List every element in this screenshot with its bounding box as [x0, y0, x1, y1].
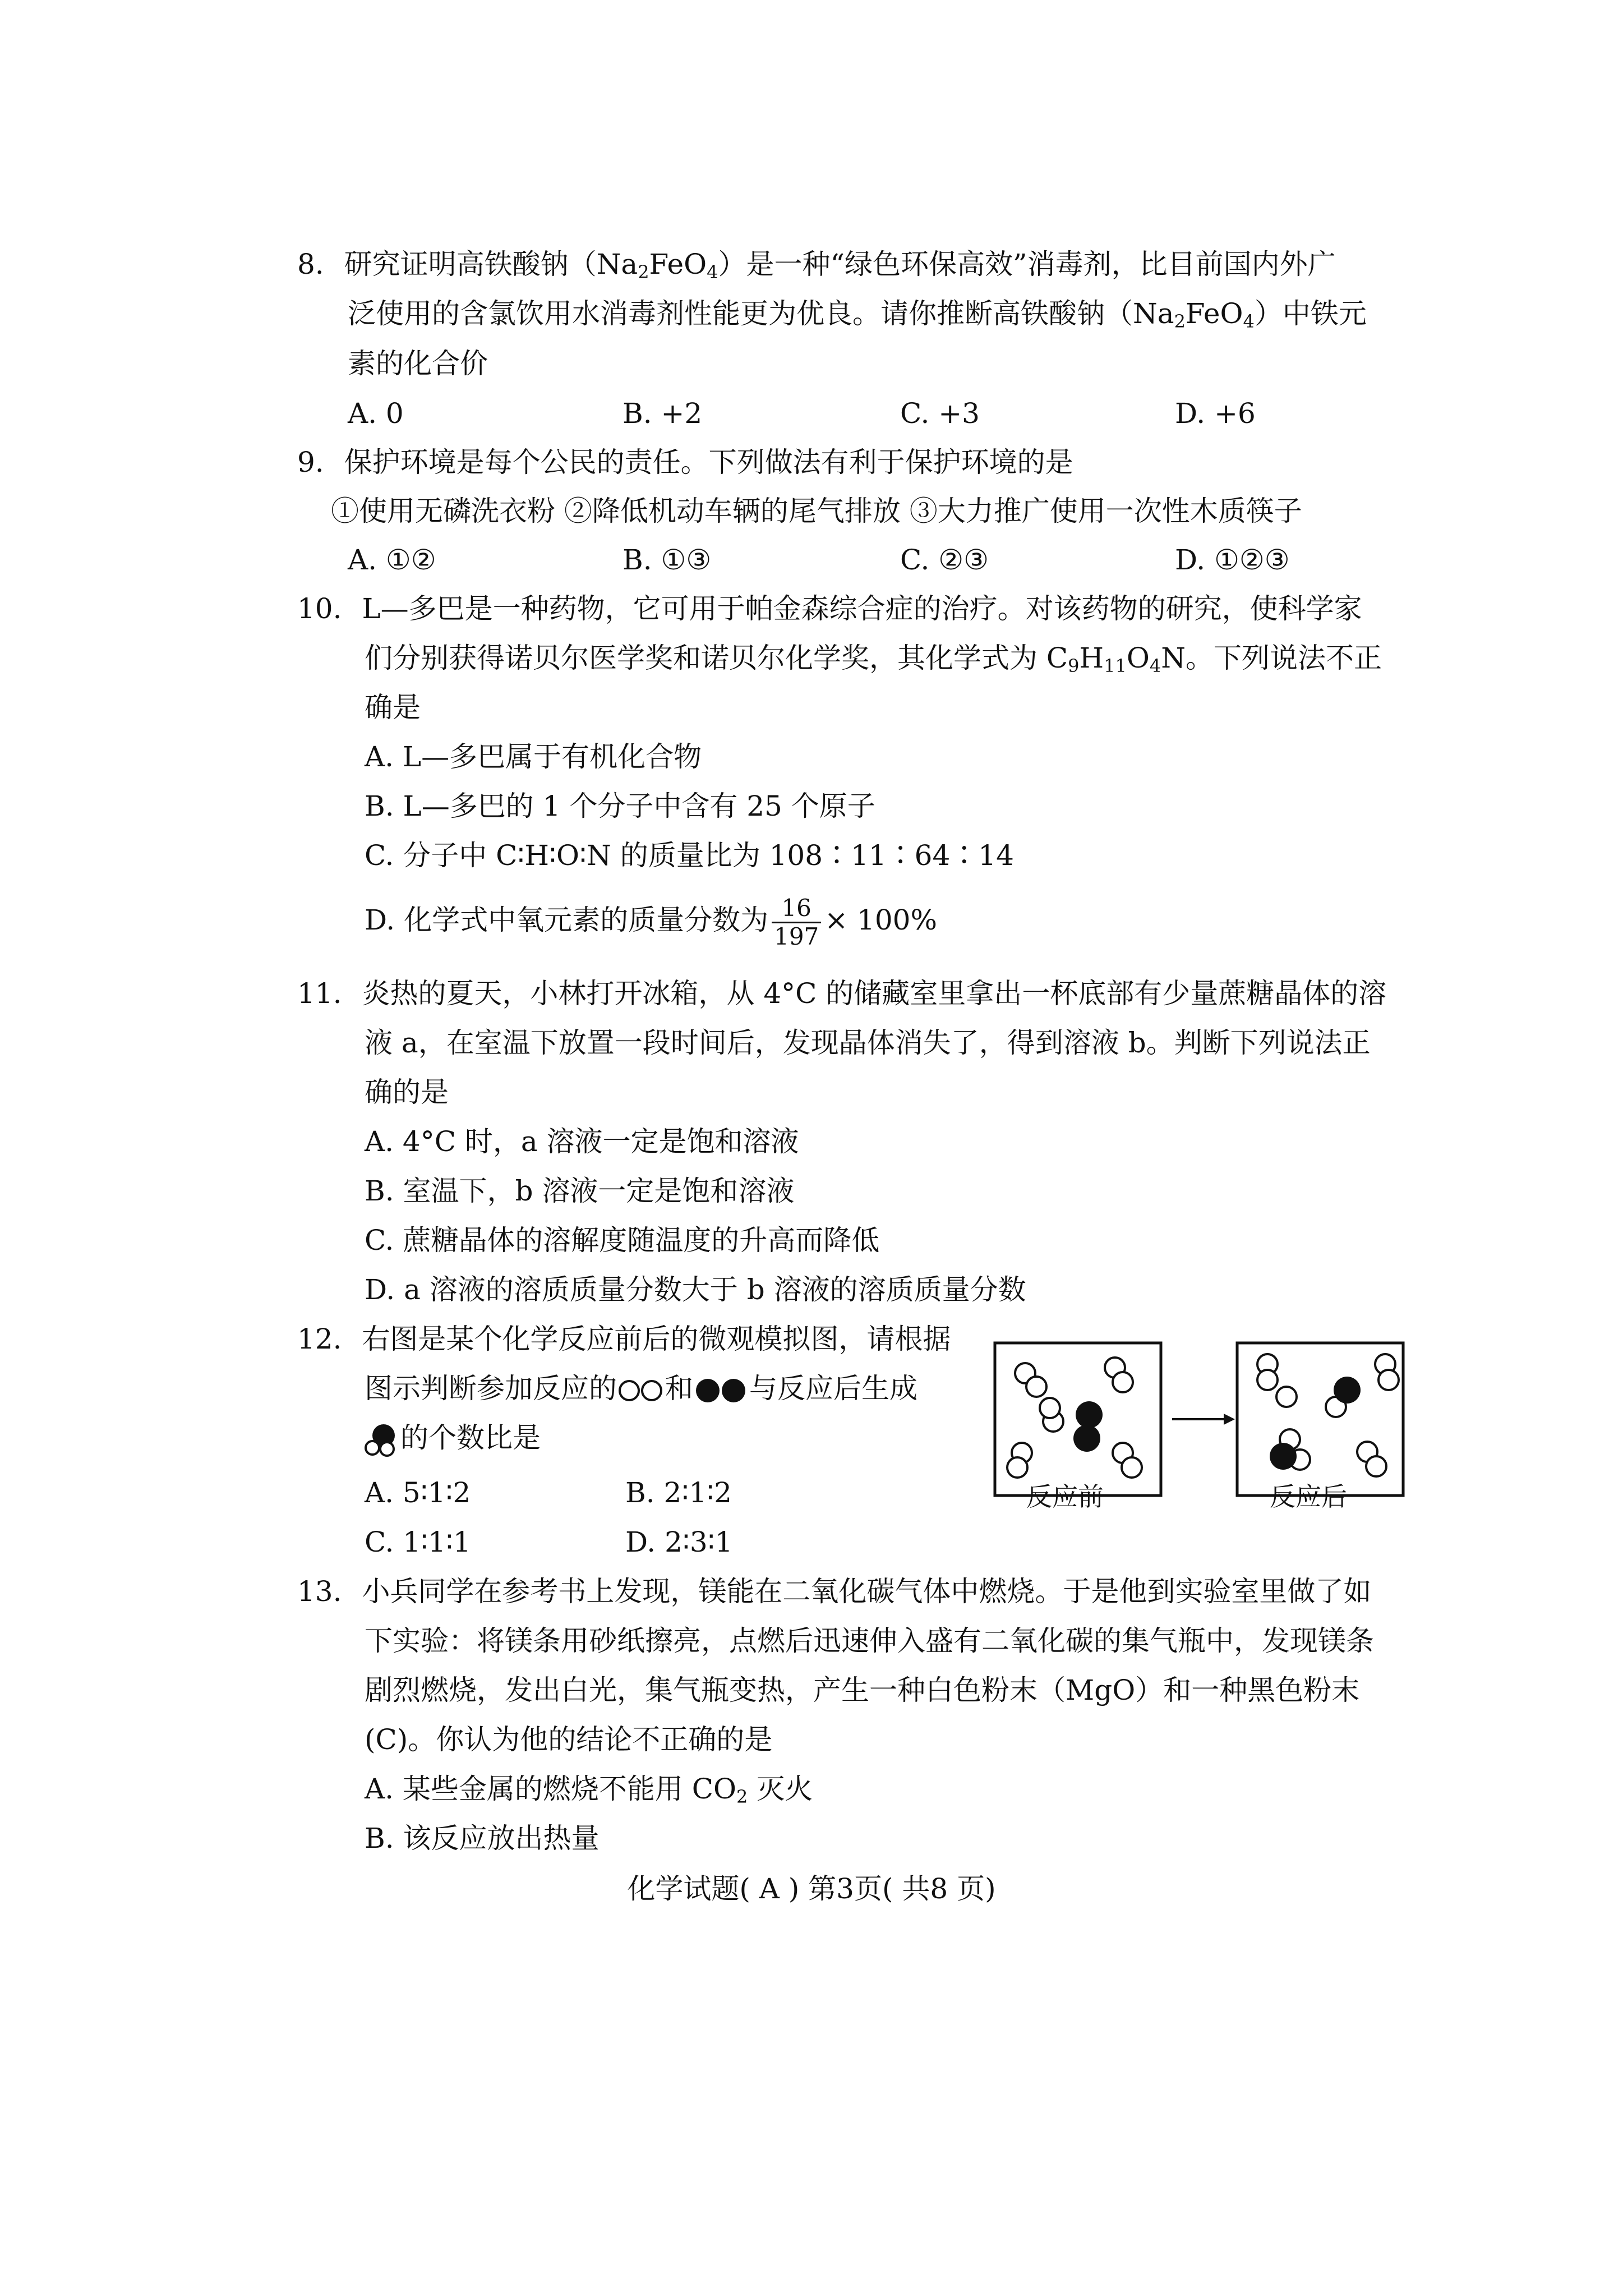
q10-option-a: A. L—多巴属于有机化合物 — [365, 740, 702, 773]
q8-number: 8. — [297, 248, 324, 280]
q12-line3: 的个数比是 — [365, 1420, 541, 1457]
page-footer: 化学试题( A ) 第3页( 共8 页) — [627, 1872, 996, 1905]
q13-line3: 剧烈燃烧，发出白光，集气瓶变热，产生一种白色粉末（MgO）和一种黑色粉末 — [365, 1674, 1360, 1706]
q10-option-c: C. 分子中 C∶H∶O∶N 的质量比为 108∶11∶64∶14 — [365, 839, 1014, 872]
q11-line3: 确的是 — [365, 1076, 449, 1108]
q11-line2: 液 a，在室温下放置一段时间后，发现晶体消失了，得到溶液 b。判断下列说法正 — [365, 1027, 1371, 1059]
q10-line2: 们分别获得诺贝尔医学奖和诺贝尔化学奖，其化学式为 $C_9H_{11}O_4N$。下列说法不正 — [365, 642, 1382, 677]
q12-line1: 12. 右图是某个化学反应前后的微观模拟图，请根据 — [297, 1323, 951, 1355]
q9-option-c: C. ②③ — [900, 544, 989, 576]
q13-option-b: B. 该反应放出热量 — [365, 1822, 600, 1855]
q11-option-c: C. 蔗糖晶体的溶解度随温度的升高而降低 — [365, 1224, 880, 1257]
q11-option-d: D. a 溶液的溶质质量分数大于 b 溶液的溶质质量分数 — [365, 1273, 1026, 1306]
q11-option-b: B. 室温下，b 溶液一定是饱和溶液 — [365, 1175, 795, 1207]
q12-line2: 图示判断参加反应的 和 与反应后生成 — [365, 1372, 917, 1405]
q10-option-d: D. 化学式中氧元素的质量分数为 $\frac{16}{197}$ × 100% — [365, 894, 937, 950]
q8-option-c: C. +3 — [900, 397, 980, 430]
q9-items: ①使用无磷洗衣粉 ②降低机动车辆的尾气排放 ③大力推广使用一次性木质筷子 — [331, 495, 1302, 527]
caption-before: 反应前 — [1026, 1481, 1104, 1512]
q8-option-b: B. +2 — [623, 397, 703, 430]
q9-option-b: B. ①③ — [623, 544, 712, 576]
q8-line2: 泛使用的含氯饮用水消毒剂性能更为优良。请你推断高铁酸钠$(Na_2FeO_4)$中铁元 — [348, 297, 1367, 332]
q12-option-b: B. 2∶1∶2 — [625, 1476, 732, 1509]
q12-option-c: C. 1∶1∶1 — [365, 1526, 471, 1558]
q10-line1: 10. L—多巴是一种药物，它可用于帕金森综合症的治疗。对该药物的研究，使科学家 — [297, 592, 1362, 625]
q10-line3: 确是 — [365, 691, 421, 724]
q8-line1: 8. 研究证明高铁酸钠$(Na_2FeO_4)$是一种“绿色环保高效”消毒剂，比目前国内外广 — [297, 248, 1336, 283]
fraction: $\frac{16}{197}$ — [772, 895, 821, 950]
q11-line1: 11. 炎热的夏天，小林打开冰箱，从 4°C 的储藏室里拿出一杯底部有少量蔗糖晶体的溶 — [297, 977, 1387, 1010]
q13-line1: 13. 小兵同学在参考书上发现，镁能在二氧化碳气体中燃烧。于是他到实验室里做了如 — [297, 1575, 1372, 1608]
product-molecule-icon — [365, 1423, 400, 1457]
q8-option-d: D. +6 — [1175, 397, 1256, 430]
q8-option-a: A. 0 — [348, 397, 404, 430]
q9-option-d: D. ①②③ — [1175, 544, 1290, 576]
arrow-head — [1224, 1414, 1235, 1425]
q9-option-a: A. ①② — [348, 544, 436, 576]
q11-option-a: A. 4°C 时，a 溶液一定是饱和溶液 — [365, 1125, 799, 1158]
q12-option-a: A. 5∶1∶2 — [365, 1476, 471, 1509]
q8-line3: 素的化合价 — [348, 347, 488, 380]
q12-option-d: D. 2∶3∶1 — [625, 1526, 733, 1558]
q13-line2: 下实验：将镁条用砂纸擦亮，点燃后迅速伸入盛有二氧化碳的集气瓶中，发现镁条 — [365, 1625, 1374, 1657]
q13-option-a: A. 某些金属的燃烧不能用 $CO_2$ 灭火 — [365, 1773, 813, 1807]
q10-option-b: B. L—多巴的 1 个分子中含有 25 个原子 — [365, 790, 875, 822]
black-molecule-icon — [693, 1378, 749, 1404]
white-molecule-icon — [617, 1379, 665, 1402]
caption-after: 反应后 — [1270, 1481, 1347, 1512]
q9-stem: 9. 保护环境是每个公民的责任。下列做法有利于保护环境的是 — [297, 446, 1073, 478]
q13-line4: (C)。你认为他的结论不正确的是 — [365, 1723, 773, 1756]
